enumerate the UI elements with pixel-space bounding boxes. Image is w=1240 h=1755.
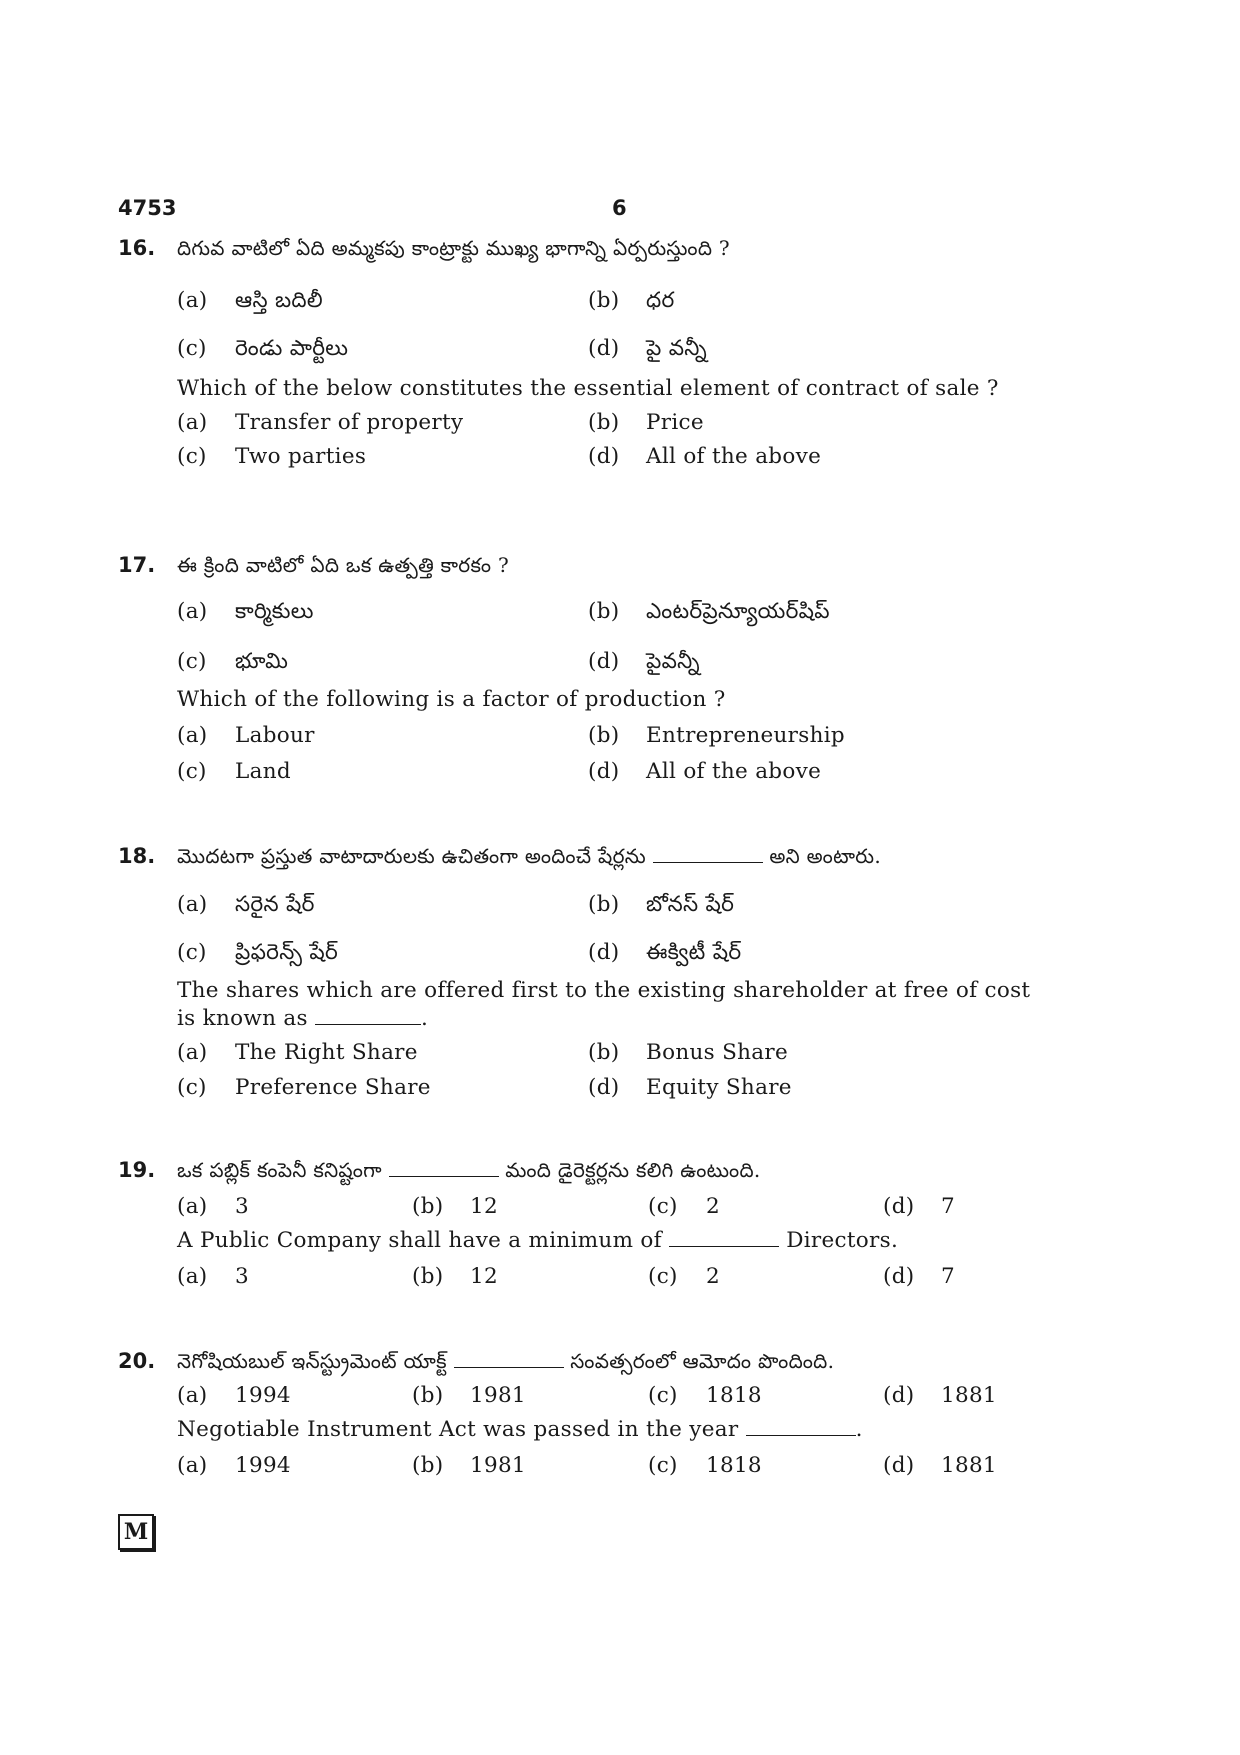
telugu-option-a	[177, 599, 314, 629]
option-label: (d)	[883, 1453, 915, 1478]
option-label: (c)	[648, 1264, 678, 1289]
telugu-option-b	[588, 892, 734, 922]
option-text: 1881	[941, 1453, 997, 1478]
option-text: The Right Share	[235, 1040, 418, 1065]
option-text: ఈక్విటీ షేర్	[646, 940, 742, 965]
option-label: (a)	[177, 723, 208, 748]
option-label: (a)	[177, 1264, 208, 1289]
telugu-option-d	[883, 1383, 997, 1408]
question-text-start: మొదటగా ప్రస్తుత వాటాదారులకు ఉచితంగా అందించే షేర్లను	[177, 844, 647, 868]
question-text-end: .	[855, 1417, 863, 1442]
telugu-question	[177, 1158, 761, 1187]
question-number: 17.	[118, 553, 156, 577]
option-text: 1994	[235, 1383, 291, 1408]
option-text: సరైన షేర్	[235, 892, 315, 917]
option-label: (b)	[412, 1383, 444, 1408]
option-label: (a)	[177, 288, 208, 313]
option-text: Entrepreneurship	[646, 723, 845, 748]
option-label: (a)	[177, 1194, 208, 1219]
english-option-a	[177, 410, 463, 435]
telugu-option-a	[177, 288, 323, 318]
option-text: 1818	[706, 1383, 762, 1408]
english-option-d	[588, 759, 821, 784]
option-text: 3	[235, 1194, 249, 1219]
option-label: (a)	[177, 410, 208, 435]
option-text: 1818	[706, 1453, 762, 1478]
option-label: (d)	[588, 759, 620, 784]
option-label: (a)	[177, 1040, 208, 1065]
english-option-b	[588, 1040, 788, 1065]
option-label: (d)	[588, 444, 620, 469]
question-text-end: సంవత్సరంలో ఆమోదం పొందింది.	[570, 1349, 835, 1373]
telugu-question: ఈ క్రింది వాటిలో ఏది ఒక ఉత్పత్తి కారకం ?	[177, 553, 510, 577]
answer-blank	[653, 844, 763, 863]
telugu-option-c	[177, 649, 288, 679]
option-label: (c)	[177, 444, 207, 469]
english-question-line-1: The shares which are offered first to the existing shareholder at free of cost	[177, 978, 1031, 1003]
telugu-question: దిగువ వాటిలో ఏది అమ్మకపు కాంట్రాక్టు ముఖ్య భాగాన్ని ఏర్పరుస్తుంది ?	[177, 236, 730, 260]
medium-mark-box: M	[118, 1514, 154, 1550]
telugu-question	[177, 844, 881, 873]
telugu-option-d	[588, 940, 741, 970]
question-text-end: .	[420, 1006, 429, 1031]
english-question	[177, 1228, 898, 1253]
option-label: (a)	[177, 892, 208, 917]
answer-blank	[746, 1417, 856, 1436]
option-text: 1981	[470, 1383, 526, 1408]
question-text-start: is known as	[177, 1006, 308, 1031]
option-label: (a)	[177, 599, 208, 624]
option-label: (c)	[177, 336, 207, 361]
answer-blank	[315, 1006, 421, 1025]
telugu-option-b	[412, 1194, 498, 1219]
question-number: 16.	[118, 236, 156, 260]
option-label: (b)	[412, 1264, 444, 1289]
option-label: (c)	[177, 940, 207, 965]
option-label: (c)	[648, 1453, 678, 1478]
option-label: (d)	[588, 649, 620, 674]
english-option-c	[177, 759, 291, 784]
english-option-b	[588, 410, 704, 435]
english-option-a	[177, 1453, 291, 1478]
option-text: Land	[235, 759, 291, 784]
option-label: (d)	[883, 1264, 915, 1289]
question-number: 18.	[118, 844, 156, 868]
option-text: ఎంటర్‌ప్రెన్యూయర్‌షిప్	[646, 599, 830, 624]
answer-blank	[389, 1158, 499, 1177]
english-option-c	[648, 1453, 762, 1478]
option-label: (b)	[412, 1453, 444, 1478]
telugu-option-b	[588, 288, 675, 318]
telugu-option-a	[177, 892, 315, 922]
telugu-option-d	[588, 336, 707, 366]
telugu-option-c	[648, 1383, 762, 1408]
option-text: కార్మికులు	[235, 599, 314, 624]
option-label: (d)	[883, 1383, 915, 1408]
option-label: (c)	[648, 1383, 678, 1408]
question-number: 20.	[118, 1349, 156, 1373]
option-label: (b)	[588, 288, 620, 313]
option-label: (d)	[588, 940, 620, 965]
option-text: 3	[235, 1264, 249, 1289]
english-option-d	[883, 1264, 955, 1289]
option-text: బోనస్ షేర్	[646, 892, 735, 917]
option-text: Equity Share	[646, 1075, 792, 1100]
option-text: Bonus Share	[646, 1040, 789, 1065]
option-label: (c)	[177, 649, 207, 674]
page-number: 6	[612, 196, 627, 220]
telugu-option-d	[588, 649, 700, 679]
option-label: (a)	[177, 1453, 208, 1478]
option-text: ప్రిఫరెన్స్ షేర్	[235, 940, 339, 965]
telugu-option-a	[177, 1383, 291, 1408]
option-label: (d)	[588, 336, 620, 361]
option-text: 1981	[470, 1453, 526, 1478]
telugu-option-d	[883, 1194, 955, 1219]
english-option-b	[412, 1264, 498, 1289]
english-question: Which of the following is a factor of production ?	[177, 687, 726, 712]
option-text: Price	[646, 410, 704, 435]
option-text: రెండు పార్టీలు	[235, 336, 349, 361]
option-label: (b)	[588, 1040, 620, 1065]
telugu-option-b	[412, 1383, 526, 1408]
telugu-option-b	[588, 599, 830, 629]
english-option-a	[177, 1264, 249, 1289]
english-question: Which of the below constitutes the essential element of contract of sale ?	[177, 376, 999, 401]
telugu-option-a	[177, 1194, 249, 1219]
english-option-d	[588, 444, 821, 469]
english-question	[177, 1417, 863, 1442]
option-label: (b)	[588, 892, 620, 917]
telugu-question	[177, 1349, 834, 1378]
option-text: 2	[706, 1264, 720, 1289]
option-label: (c)	[648, 1194, 678, 1219]
option-text: All of the above	[646, 444, 822, 469]
option-text: 2	[706, 1194, 720, 1219]
question-text-start: Negotiable Instrument Act was passed in the year	[177, 1417, 739, 1442]
option-label: (b)	[588, 599, 620, 624]
telugu-option-c	[648, 1194, 720, 1219]
english-option-a	[177, 723, 315, 748]
option-label: (d)	[883, 1194, 915, 1219]
option-text: Labour	[235, 723, 315, 748]
english-option-c	[177, 444, 366, 469]
question-text-end: Directors.	[786, 1228, 899, 1253]
option-text: 7	[941, 1194, 955, 1219]
answer-blank	[669, 1228, 779, 1247]
option-label: (c)	[177, 1075, 207, 1100]
option-text: భూమి	[235, 649, 289, 674]
option-text: All of the above	[646, 759, 822, 784]
option-text: Transfer of property	[235, 410, 464, 435]
english-question-line-2	[177, 1006, 428, 1031]
option-label: (d)	[588, 1075, 620, 1100]
english-option-c	[648, 1264, 720, 1289]
option-label: (a)	[177, 1383, 208, 1408]
option-text: 12	[470, 1264, 498, 1289]
option-text: పైవన్నీ	[646, 649, 700, 674]
question-text-end: అని అంటారు.	[769, 844, 881, 868]
option-text: 12	[470, 1194, 498, 1219]
option-text: ధర	[646, 288, 675, 313]
question-text-start: నెగోషియబుల్ ఇన్‌స్ట్రుమెంట్ యాక్ట్	[177, 1349, 447, 1373]
english-option-b	[588, 723, 845, 748]
page-header	[118, 196, 1118, 226]
option-text: 1994	[235, 1453, 291, 1478]
option-text: 7	[941, 1264, 955, 1289]
option-text: 1881	[941, 1383, 997, 1408]
option-text: Two parties	[235, 444, 367, 469]
option-text: పై వన్నీ	[646, 336, 708, 361]
option-text: Preference Share	[235, 1075, 431, 1100]
question-number: 19.	[118, 1158, 156, 1182]
option-label: (b)	[588, 723, 620, 748]
paper-code: 4753	[118, 196, 177, 220]
question-text-end: మంది డైరెక్టర్లను కలిగి ఉంటుంది.	[505, 1158, 761, 1182]
option-text: ఆస్తి బదిలీ	[235, 288, 323, 313]
option-label: (c)	[177, 759, 207, 784]
question-text-start: ఒక పబ్లిక్ కంపెనీ కనిష్టంగా	[177, 1158, 382, 1182]
english-option-a	[177, 1040, 418, 1065]
telugu-option-c	[177, 940, 338, 970]
telugu-option-c	[177, 336, 348, 366]
answer-blank	[454, 1349, 564, 1368]
english-option-d	[588, 1075, 792, 1100]
option-label: (b)	[412, 1194, 444, 1219]
option-label: (b)	[588, 410, 620, 435]
english-option-c	[177, 1075, 431, 1100]
english-option-b	[412, 1453, 526, 1478]
question-text-start: A Public Company shall have a minimum of	[177, 1228, 662, 1253]
english-option-d	[883, 1453, 997, 1478]
